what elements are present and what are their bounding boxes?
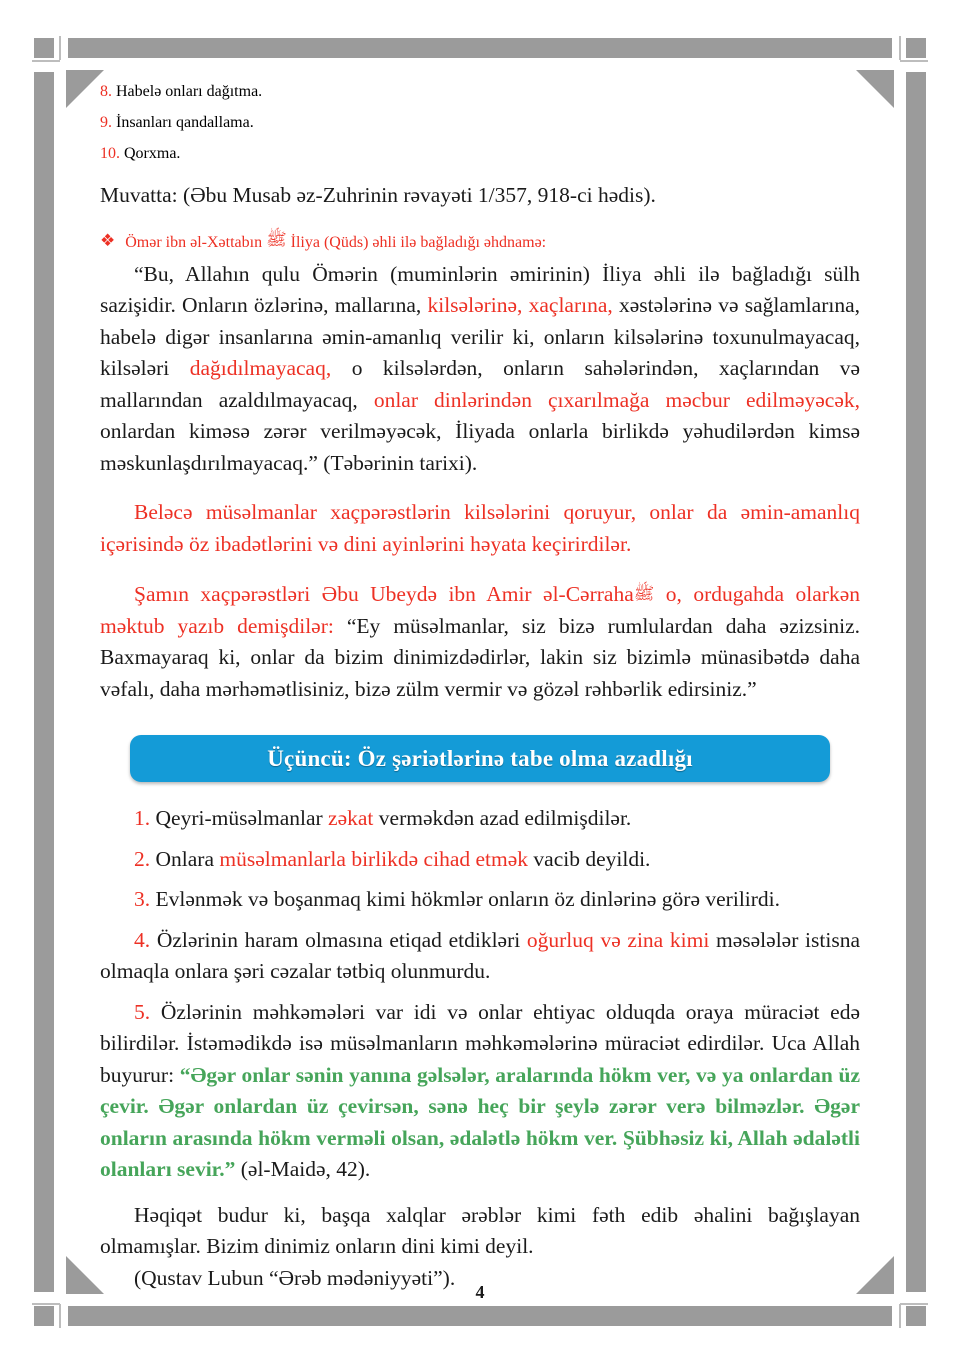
bullet-heading xyxy=(100,229,860,254)
frame-corner-square-top-right xyxy=(906,38,926,58)
list-item-highlight: müsəlmanlarla birlikdə cihad etmək xyxy=(219,846,529,871)
list-item-highlight: zəkat xyxy=(328,806,374,830)
list-item-number: 9. xyxy=(100,114,112,131)
list-item-seg1: Özlərinin haram olmasına etiqad etdikləri xyxy=(156,927,527,952)
list-item xyxy=(100,925,860,988)
quran-quote: “Əgər onlar sənin yanına gəlsələr, aralarında hökm ver, və ya onlardan üz çevir. Əgər onlardan üz çevirsən, sənə heç bir şeylə zərər verə bilməzlər. Əgər onların arasında hökm verməli olsan, ədalətlə hökm ver. Şübhəsiz ki, Allah ədalətli olanları sevir.” xyxy=(100,1062,860,1181)
list-item xyxy=(100,107,860,138)
sallallahu-alayhi-wasallam-icon: ﷺ xyxy=(633,584,655,603)
treaty-seg4-highlight: dağıdılmayacaq, xyxy=(189,356,332,380)
frame-hairline-bottom-right-vertical xyxy=(899,1304,901,1328)
section-banner-label: Üçüncü: Öz şəriətlərinə tabe olma azadlığı xyxy=(267,745,693,771)
list-item-text: Qorxma. xyxy=(124,145,181,162)
list-item xyxy=(100,844,860,876)
list-item-text: Habelə onları dağıtma. xyxy=(116,83,263,100)
list-item-number: 10. xyxy=(100,145,120,162)
list-item-seg1: Qeyri-müsəlmanlar xyxy=(155,806,329,830)
frame-corner-square-bottom-right xyxy=(906,1306,926,1326)
closing-block xyxy=(100,1200,860,1295)
list-item-number: 8. xyxy=(100,83,112,100)
frame-triangle-top-right xyxy=(856,70,894,108)
list-item-seg3: məsələlər istisna olmaqla onlara şəri cəzalar tətbiq olunmurdu. xyxy=(100,927,860,983)
section-banner xyxy=(130,735,830,782)
list-item xyxy=(100,884,860,916)
frame-hairline-bottom-right-horizontal xyxy=(900,1303,928,1305)
frame-hairline-top-left-vertical xyxy=(59,36,61,60)
numbered-list-top xyxy=(100,76,860,169)
list-item-seg1: Evlənmək və boşanmaq kimi hökmlər onların öz dinlərinə görə verilirdi. xyxy=(155,887,781,911)
frame-bar-left xyxy=(34,72,54,1292)
page-content xyxy=(100,76,860,1294)
frame-hairline-top-left-horizontal xyxy=(32,60,60,62)
red-commentary-paragraph: Beləcə müsəlmanlar xaçpərəstlərin kilsələrini qoruyur, onlar da əmin-amanlıq içərisində öz ibadətlərini və dini ayinlərini həyata keçirirdilər. xyxy=(100,500,860,556)
bullet-heading-part2: İliya (Qüds) əhli ilə bağladığı əhdnamə: xyxy=(290,233,547,251)
frame-hairline-bottom-left-vertical xyxy=(59,1304,61,1328)
list-item xyxy=(100,76,860,107)
numbered-list-main xyxy=(100,803,860,1186)
frame-bar-top xyxy=(68,38,892,58)
treaty-seg5: o kilsələrdən, onların sahələrindən, xaçlarından və mallarından azaldılmayacaq, xyxy=(100,356,860,412)
list-item-number: 4. xyxy=(134,927,151,952)
treaty-paragraph xyxy=(100,259,860,480)
list-item-number: 5. xyxy=(134,999,151,1024)
sham-seg3: “Ey müsəlmanlar, siz bizə rumlulardan daha əzizsiniz. Baxmayaraq ki, onlar da bizim dinimizdədirlər, lakin siz bizimlə münasibətdə daha vəfalı, daha mərhəmətlisiniz, bizə zülm vermir və gözəl rəhbərlik edirsiniz.” xyxy=(100,613,860,701)
sham-seg1-highlight: Şamın xaçpərəstləri Əbu Ubeydə ibn Amir əl-Cərraha xyxy=(134,582,634,606)
quran-citation: (əl-Maidə, 42). xyxy=(235,1157,371,1181)
list-item xyxy=(100,138,860,169)
page-number: 4 xyxy=(475,1282,485,1302)
treaty-seg7: onlardan kiməsə zərər verilməyəcək, İliyada onlarla birlikdə yəhudilərdən kimsə məskunlaşdırılmayacaq.” (Təbərinin tarixi). xyxy=(100,419,860,475)
treaty-seg2-highlight: kilsələrinə, xaçlarına, xyxy=(427,293,613,317)
treaty-seg1: “Bu, Allahın qulu Ömərin (muminlərin əmirinin) İliya əhli ilə bağladığı sülh sazişidir. Onların özlərinə, mallarına, xyxy=(100,261,860,317)
list-item-seg1: Özlərinin məhkəmələri var idi və onlar ehtiyac olduqda oraya müraciət edə bilirdilər. İstəmədikdə isə müsəlmanların məhkəmələrinə müraciət edirdilər. Uca Allah buyurur: xyxy=(100,999,860,1087)
frame-triangle-top-left xyxy=(66,70,104,108)
list-item-number: 1. xyxy=(134,806,151,830)
frame-bar-bottom xyxy=(68,1306,892,1326)
treaty-seg6-highlight: onlar dinlərindən çıxarılmağa məcbur edilməyəcək, xyxy=(373,387,861,412)
frame-corner-square-top-left xyxy=(34,38,54,58)
frame-corner-square-bottom-left xyxy=(34,1306,54,1326)
frame-hairline-top-right-horizontal xyxy=(900,60,928,62)
source-reference-line: Muvatta: (Əbu Musab əz-Zuhrinin rəvayəti 1/357, 918-ci hədis). xyxy=(100,183,656,207)
list-item-number: 3. xyxy=(134,887,151,911)
section-banner-wrapper xyxy=(100,735,860,782)
list-item-text: İnsanları qandallama. xyxy=(116,114,254,131)
list-item-seg3: vacib deyildi. xyxy=(528,846,651,871)
list-item-seg1: Onlara xyxy=(155,846,220,871)
frame-hairline-bottom-left-horizontal xyxy=(32,1303,60,1305)
closing-paragraph: Həqiqət budur ki, başqa xalqlar ərəblər kimi fəth edib əhalini bağışlayan olmamışlar. Bizim dinimiz onların dini kimi deyil. xyxy=(100,1202,860,1258)
list-item-number: 2. xyxy=(134,846,151,871)
treaty-seg3: xəstələrinə və sağlamlarına, habelə digər insanlarına əmin-amanlıq verilir ki, onların kilsələrinə toxunulmayacaq, kilsələri xyxy=(100,293,860,380)
list-item-highlight: oğurluq və zina kimi xyxy=(526,927,710,952)
list-item xyxy=(100,997,860,1186)
frame-bar-right xyxy=(906,72,926,1292)
sham-seg2-highlight: o, ordugahda olarkən məktub yazıb demişdilər: xyxy=(100,582,860,638)
frame-hairline-top-right-vertical xyxy=(899,36,901,60)
sallallahu-alayhi-wasallam-icon: ﷺ xyxy=(266,229,287,249)
closing-attribution: (Qustav Lubun “Ərəb mədəniyyəti”). xyxy=(134,1265,456,1290)
list-item-seg3: verməkdən azad edilmişdilər. xyxy=(373,806,632,830)
bullet-heading-part1: Ömər ibn əl-Xəttabın xyxy=(125,233,263,251)
bullet-heading-text xyxy=(125,229,546,254)
list-item xyxy=(100,803,860,835)
diamond-bullet-icon: ❖ xyxy=(100,230,116,250)
sham-letter-paragraph xyxy=(100,578,860,705)
